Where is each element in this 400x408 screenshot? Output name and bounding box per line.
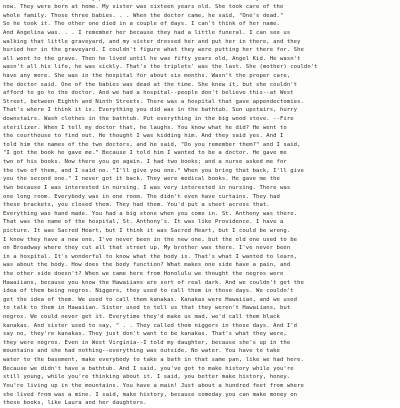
transcript-line: That's where I think it is. Everything you did was in the bathtub. Sun upstairs, hurry — [3, 107, 298, 114]
transcript-line: That was the name of the hospital, St. Anthony's. It was like Providence. I have a — [3, 219, 284, 226]
transcript-line: on Broadway where they cut all that street up. My brother was there. I've never been — [3, 245, 291, 252]
transcript-line: still young, while you're thinking about it. I said, you better make history, honey. — [3, 374, 291, 381]
transcript-line: Hawaiians, because you know the Hawaiians are sort of real dark. And we couldn't get the — [3, 279, 304, 286]
transcript-line: get the idea of them. We used to call them kanakas. Kanakas were Hawaiian, and we used — [3, 296, 298, 303]
transcript-line: sterilizer. When I tell my doctor that, he laughs. You know what he did? He went to — [3, 124, 287, 131]
transcript-line: told him the names of the two doctors, and he said, "Do you remember them?" and I said, — [3, 141, 301, 148]
transcript-line: Street, between Eighth and Ninth Streets. There was a hospital that gave appendectomies. — [3, 98, 304, 105]
transcript-line: two because I was interested in nursing. I was very interested in nursing. There was — [3, 184, 291, 191]
transcript-line: one long room. Everybody was in one room. The didn't even have curtains. They had — [3, 193, 280, 200]
transcript-line: downstairs. Wash clothes in the bathtub. Put everything in the big wood stove. --Fire — [3, 116, 294, 123]
transcript-line: Because we didn't have a bathtub. And I said, you've got to make history while you're — [3, 365, 294, 372]
transcript-line: all went to the grave. Then he lived until he was fifty years old, Angel Kid. He wasn't — [3, 55, 301, 62]
transcript-line: I know they have a new one. I've never been in the new one, but the old one used to be — [3, 236, 298, 243]
transcript-line: now. They were born at home. My sister was sixteen years old. She took care of the — [3, 4, 284, 11]
transcript-line: You're living up in the mountains. You have a main! Just about a hundred feet from where — [3, 382, 304, 389]
transcript-text — [3, 0, 399, 408]
transcript-line: the two of them, and I said no. "I'll give you one." When you bring that back, I'll give — [3, 167, 304, 174]
transcript-line: two of his books. Now there you go again. I had two books; and a nurse asked me for — [3, 159, 287, 166]
transcript-line: these brackets, you closed them. They had them. You'd put a sheet across that. — [3, 202, 270, 209]
transcript-line: you the second one." I never got it back. They were medical books. He gave me the — [3, 176, 280, 183]
transcript-line: Everything was hand made. You had a big stone when you come in. St. Anthony was there. — [3, 210, 298, 217]
transcript-line: water to the basement, make everybody to take a bath in that same pan, like we had here. — [3, 357, 304, 364]
transcript-line: in a hospital. It's wonderful to know what the body is. That's what I wanted to learn, — [3, 253, 298, 260]
transcript-line: these books, like Laura and her daughters. — [3, 400, 147, 407]
transcript-line: afford to go to the doctor. And we had a hospital--people don't believe this--at West — [3, 90, 294, 97]
transcript-line: idea of them being negros. Niggers, they used to call them in those days. We couldn't — [3, 288, 294, 295]
transcript-line: was about the body. How does the body function? What makes one side have a pain, and — [3, 262, 291, 269]
transcript-line: walking that little graveyard, and my sister dressed her and put her in there, and they — [3, 38, 301, 45]
transcript-line: picture. It was Sacred Heart, but I think it was Sacred Heart, but I could be wrong. — [3, 227, 291, 234]
transcript-line: to talk to them in Hawaiian. Sister used to tell us that they weren't Hawaiians, but — [3, 305, 291, 312]
transcript-line: have any more. She was in the hospital for about six months. Wasn't the proper care, — [3, 72, 291, 79]
transcript-line: So he took it. The other one died in a couple of days. I can't think of her name. — [3, 21, 280, 28]
transcript-line: wasn't all his life, he was sickly. That's the triplets' was the last. She (mother) couldn't — [3, 64, 318, 71]
transcript-line: she lived from was a mine. I said, make history, because someday you can make money on — [3, 391, 298, 398]
transcript-line: say no, they're kanakas. They just don't want to be kanakas. That's what they were, — [3, 331, 287, 338]
transcript-line: kanakas. And sister used to say, " . . They called them niggers in those days. And I'd — [3, 322, 298, 329]
transcript-line: the courthouse to find out. He thought I was kidding him. And they said yes. And I — [3, 133, 284, 140]
transcript-line: whole family. Those three babies. . . When the doctor came, he said, "One's dead." — [3, 12, 284, 19]
transcript-line: the doctor said. One of the babies was dead at the time. She knew it, but she couldn't — [3, 81, 298, 88]
transcript-line: negros. We could never get it. Everytime they'd make us mad, we'd call them black — [3, 314, 280, 321]
transcript-line: they were negros. Even in West Virginia--I told my daughter, because she's up in the — [3, 339, 291, 346]
transcript-line: "I got the book he gave me." Because I told him I wanted to be a doctor. He gave me — [3, 150, 287, 157]
transcript-line: buried her in the graveyard. I couldn't figure what they were putting her there for. She — [3, 47, 304, 54]
transcript-line: the other side doesn't? When we came here from Honolulu we thought the negros were — [3, 271, 284, 277]
transcript-line: And Angelina was. . . I remember her because they had a little funeral. I can see us — [3, 29, 291, 36]
transcript-line: mountains and she had nothing--everything was outside. No water. You have to take — [3, 348, 280, 355]
